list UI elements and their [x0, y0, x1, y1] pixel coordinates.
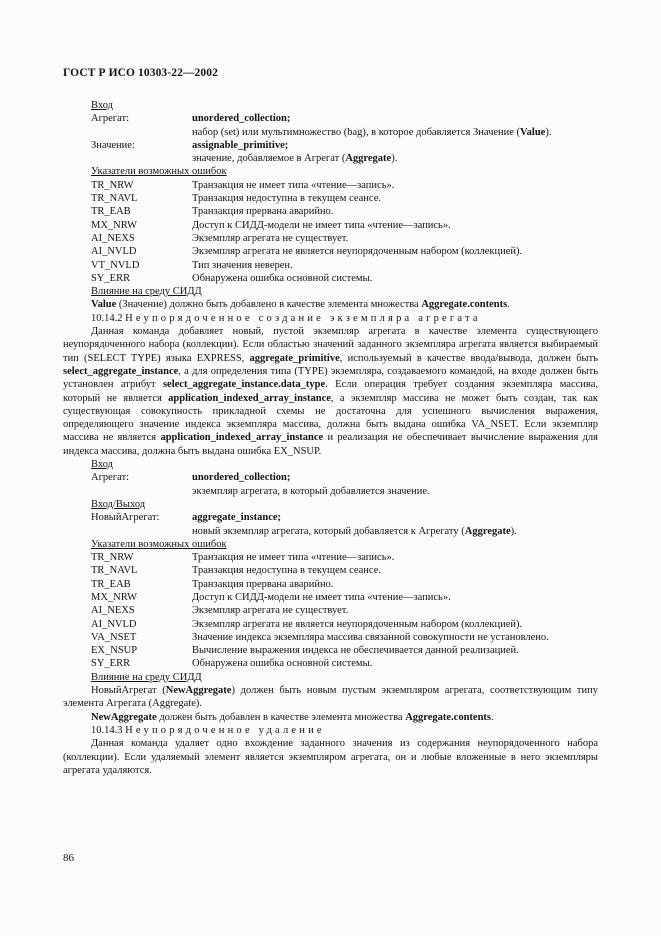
- param-desc: значение, добавляемое в Агрегат (Aggregate).: [192, 153, 398, 165]
- error-row: [63, 205, 598, 218]
- page-header: ГОСТ Р ИСО 10303-22—2002: [63, 67, 218, 79]
- error-row: [63, 551, 598, 564]
- error-code: TR_NAVL: [91, 565, 138, 577]
- error-row: [63, 219, 598, 232]
- section-paragraph: Данная команда добавляет новый, пустой экземпляр агрегата в качестве элемента существующего неупорядоченного набора (коллекции). Если областью значений заданного экземпляра агрегата является выбираемый тип (SELECT TYPE) языка EXPRESS, aggregate_primitive, используемый в качестве ввода/вывода, должен быть select_aggregate_instance, а для определения типа (TYPE) экземпляра, создаваемого командой, на входе должен быть установлен атрибут select_aggregate_instance.data_type. Если операция требует создания экземпляра массива, который не является application_indexed_array_instance, а экземпляр массива не может быть создан, так как существующая совокупность прикладной схемы не достаточна для успешного вычисления выражения, определяющего значение индекса экземпляра массива, должна быть выдана ошибка VA_NSET. Если экземпляр массива не является application_indexed_array_instance и реализация не обеспечивает вычисление выражения для индекса массива, должна быть выдана ошибка EX_NSUP.: [63, 326, 599, 457]
- error-code: TR_EAB: [91, 206, 131, 218]
- error-row: [63, 631, 598, 644]
- param-type: assignable_primitive;: [192, 139, 289, 151]
- error-code: AI_NEXS: [91, 605, 135, 617]
- error-row: [63, 604, 598, 617]
- error-row: [63, 564, 598, 577]
- error-text: Транзакция прервана аварийно.: [192, 206, 334, 218]
- param-label: НовыйАгрегат:: [91, 512, 160, 524]
- error-row: [63, 179, 598, 192]
- error-code: MX_NRW: [91, 591, 138, 603]
- error-text: Транзакция недоступна в текущем сеансе.: [192, 193, 382, 205]
- error-row: [63, 259, 598, 272]
- error-row: [63, 245, 598, 258]
- error-row: [63, 192, 598, 205]
- error-row: [63, 644, 598, 657]
- effect-paragraph: Value (Значение) должно быть добавлено в качестве элемента множества Aggregate.contents.: [91, 299, 510, 311]
- error-row: [63, 657, 598, 670]
- error-list: [63, 551, 598, 671]
- param-new-aggregate: [63, 511, 598, 524]
- param-desc: новый экземпляр агрегата, который добавляется к Агрегату (Aggregate).: [192, 525, 517, 537]
- error-text: Транзакция не имеет типа «чтение—запись».: [192, 552, 395, 564]
- error-code: TR_NAVL: [91, 193, 138, 205]
- error-text: Тип значения неверен.: [192, 259, 293, 271]
- error-list: [63, 179, 598, 285]
- param-aggregate: [63, 112, 598, 125]
- param-label: Значение:: [91, 139, 135, 151]
- param-type: unordered_collection;: [192, 472, 291, 484]
- error-code: TR_EAB: [91, 578, 131, 590]
- error-text: Экземпляр агрегата не существует.: [192, 232, 349, 244]
- error-text: Транзакция не имеет типа «чтение—запись».: [192, 179, 395, 191]
- param-aggregate-desc: [63, 126, 598, 139]
- error-code: AI_NVLD: [91, 618, 137, 630]
- input-heading: Вход: [91, 459, 114, 471]
- error-row: [63, 618, 598, 631]
- effect-heading: Влияние на среду СИДД: [91, 286, 202, 298]
- error-text: Вычисление выражения индекса не обеспечивается данной реализацией.: [192, 645, 519, 657]
- param-label: Агрегат:: [91, 113, 130, 125]
- error-code: VA_NSET: [91, 631, 137, 643]
- error-text: Значение индекса экземпляра массива связанной совокупности не установлено.: [192, 631, 549, 643]
- error-code: AI_NVLD: [91, 246, 137, 258]
- error-code: SY_ERR: [91, 658, 131, 670]
- param-desc: экземпляр агрегата, в который добавляется значение.: [192, 485, 430, 497]
- input-heading: Вход: [91, 100, 114, 111]
- param-type: unordered_collection;: [192, 113, 291, 125]
- section-heading: 10.14.2 Неупорядоченное создание экземпляра агрегата: [91, 312, 481, 324]
- effect-heading: Влияние на среду СИДД: [91, 671, 202, 683]
- param-new-aggregate-desc: [63, 525, 598, 538]
- param-value-desc: [63, 152, 598, 165]
- error-code: VT_NVLD: [91, 259, 140, 271]
- error-text: Обнаружена ошибка основной системы.: [192, 272, 373, 284]
- error-row: [63, 591, 598, 604]
- error-text: Транзакция недоступна в текущем сеансе.: [192, 565, 382, 577]
- error-code: SY_ERR: [91, 272, 131, 284]
- error-text: Экземпляр агрегата не существует.: [192, 605, 349, 617]
- param-label: Агрегат:: [91, 472, 130, 484]
- error-text: Доступ к СИДД-модели не имеет типа «чтение—запись».: [192, 219, 451, 231]
- page-content: [63, 99, 598, 777]
- inout-heading: Вход/Выход: [91, 498, 146, 510]
- error-row: [63, 578, 598, 591]
- error-code: TR_NRW: [91, 179, 134, 191]
- section-paragraph: Данная команда удаляет одно вхождение заданного значения из содержания неупорядоченного набора (коллекции). Если удаляемый элемент является экземпляром агрегата, он и любые вложенные в него экземпляры агрегата удаляются.: [63, 738, 598, 776]
- error-row: [63, 272, 598, 285]
- error-text: Экземпляр агрегата не является неупорядоченным набором (коллекцией).: [192, 246, 523, 258]
- param-desc: набор (set) или мультимножество (bag), в которое добавляется Значение (Value).: [192, 126, 552, 138]
- error-code: TR_NRW: [91, 552, 134, 564]
- effect-paragraph: NewAggregate должен быть добавлен в качестве элемента множества Aggregate.contents.: [91, 711, 494, 723]
- error-text: Обнаружена ошибка основной системы.: [192, 658, 373, 670]
- param-type: aggregate_instance;: [192, 512, 282, 524]
- error-text: Экземпляр агрегата не является неупорядоченным набором (коллекцией).: [192, 618, 523, 630]
- errors-heading: Указатели возможных ошибок: [91, 166, 227, 178]
- page-number: 86: [63, 852, 74, 864]
- param-aggregate: [63, 471, 598, 484]
- error-code: EX_NSUP: [91, 645, 138, 657]
- errors-heading: Указатели возможных ошибок: [91, 538, 227, 550]
- error-code: MX_NRW: [91, 219, 138, 231]
- error-text: Транзакция прервана аварийно.: [192, 578, 334, 590]
- param-aggregate-desc: [63, 485, 598, 498]
- section-heading: 10.14.3 Неупорядоченное удаление: [91, 724, 325, 736]
- effect-paragraph: НовыйАгрегат (NewAggregate) должен быть новым пустым экземпляром агрегата, соответствующим типу элемента Агрегата (Aggregate).: [63, 685, 598, 710]
- error-row: [63, 232, 598, 245]
- error-code: AI_NEXS: [91, 232, 135, 244]
- param-value: [63, 139, 598, 152]
- error-text: Доступ к СИДД-модели не имеет типа «чтение—запись».: [192, 591, 451, 603]
